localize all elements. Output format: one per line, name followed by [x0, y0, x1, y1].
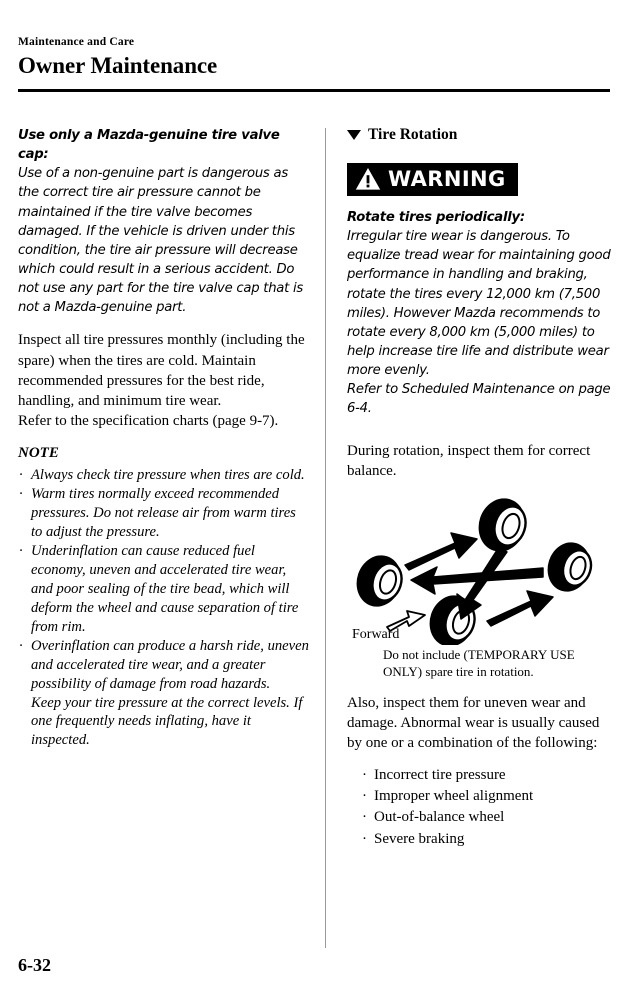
figure-caption: Do not include (TEMPORARY USE ONLY) spare tire in rotation.: [383, 646, 575, 679]
list-item-label: Warm tires normally exceed recommended pressures. Do not release air from warm tires to adjust the pressure.: [31, 485, 296, 540]
paragraph-spec-charts: Refer to the specification charts (page 9-7).: [18, 412, 279, 429]
page-header: [18, 36, 610, 79]
chapter-label: Maintenance and Care: [18, 36, 135, 48]
bullet-dot-icon: ·: [362, 766, 367, 783]
header-rule: [18, 89, 610, 92]
list-item-label: Incorrect tire pressure: [374, 766, 506, 783]
bullet-dot-icon: ·: [362, 788, 367, 805]
note-heading: NOTE: [18, 444, 59, 461]
list-item-label: Out-of-balance wheel: [374, 809, 505, 826]
paragraph-inspect-pressures: Inspect all tire pressures monthly (including the spare) when the tires are cold. Maintain recommended pressures for the best ride, handling, and minimum tire wear.: [18, 332, 305, 409]
bullet-dot-icon: ·: [362, 809, 367, 826]
column-divider: [325, 128, 326, 948]
warning-banner: [347, 163, 518, 196]
paragraph-uneven-wear: Also, inspect them for uneven wear and damage. Abnormal wear is usually caused by one or a combination of the following:: [347, 694, 600, 751]
wear-paragraph-wrap: [347, 693, 615, 753]
bullet-dot-icon: ·: [19, 466, 23, 483]
tire-rotation-figure: [347, 495, 615, 645]
list-item: [361, 829, 615, 850]
left-column: [18, 126, 309, 750]
warning-banner-label: WARNING: [388, 166, 506, 191]
list-item: [361, 786, 615, 807]
list-item-label: Severe braking: [374, 830, 465, 847]
rotate-tires-notice-body: Irregular tire wear is dangerous. To equalize tread wear for maintaining good performance in handling and braking, rotate the tires every 12,000 km (7,500 miles). However Mazda recommends to rotate every 8,000 km (5,000 miles) to help increase tire life and distribute wear more evenly.: [347, 229, 611, 379]
tire-pressure-paragraphs: [18, 330, 309, 430]
warning-triangle-icon: [355, 167, 381, 191]
list-item-label: Overinflation can produce a harsh ride, uneven and accelerated tire wear, and a greater possibility of damage from road hazards.: [31, 637, 309, 692]
section-heading-tire-rotation: [347, 126, 615, 143]
forward-label: Forward: [352, 626, 400, 642]
note-bullet-list: [18, 466, 309, 694]
wear-causes-list: [347, 765, 615, 850]
rotate-tires-notice-lead: Rotate tires periodically:: [347, 210, 525, 226]
arrow-right-up: [487, 591, 553, 626]
list-item-label: Underinflation can cause reduced fuel economy, uneven and accelerated tire wear, and poor sealing of the tire bead, which will deform the wheel and cause separation of tire from rim.: [31, 542, 299, 635]
list-item: [18, 485, 309, 542]
valve-cap-notice: [18, 126, 309, 317]
bullet-dot-icon: ·: [19, 542, 23, 559]
list-item: [361, 807, 615, 828]
list-item: [18, 466, 309, 485]
list-item: [18, 637, 309, 694]
triangle-down-icon: [347, 130, 361, 140]
paragraph-inspect-balance: During rotation, inspect them for correct balance.: [347, 442, 591, 479]
tire-right: [541, 537, 596, 598]
list-item: [361, 765, 615, 786]
valve-cap-notice-body: Use of a non-genuine part is dangerous as the correct tire air pressure cannot be maintained if the tire valve becomes damaged. If the vehicle is driven under this condition, the tire air pressure will decrease which could result in a serious accident. Do not use any part for the tire valve cap that is not a Mazda-genuine part.: [18, 166, 304, 316]
bullet-dot-icon: ·: [19, 485, 23, 502]
section-heading-label: Tire Rotation: [368, 126, 458, 143]
tire-rotation-diagram-icon: [347, 495, 615, 645]
arrow-down-diagonal: [457, 547, 507, 619]
tire-left: [350, 549, 408, 612]
balance-paragraph-wrap: [347, 441, 615, 481]
page-title: Owner Maintenance: [18, 53, 218, 79]
rotate-tires-notice: [347, 208, 615, 419]
note-tail-paragraph: Keep your tire pressure at the correct levels. If one frequently needs inflating, have it inspected.: [31, 694, 303, 749]
bullet-dot-icon: ·: [362, 830, 367, 847]
right-column: [347, 126, 615, 850]
rotate-tires-notice-reference: Refer to Scheduled Maintenance on page 6-4.: [347, 382, 611, 417]
valve-cap-notice-lead: Use only a Mazda-genuine tire valve cap:: [18, 128, 280, 163]
list-item-label: Improper wheel alignment: [374, 788, 534, 805]
list-item: [18, 542, 309, 637]
page-number: 6-32: [18, 955, 51, 975]
arrow-up-right: [405, 533, 477, 570]
list-item-label: Always check tire pressure when tires are cold.: [31, 466, 305, 483]
bullet-dot-icon: ·: [19, 637, 23, 654]
